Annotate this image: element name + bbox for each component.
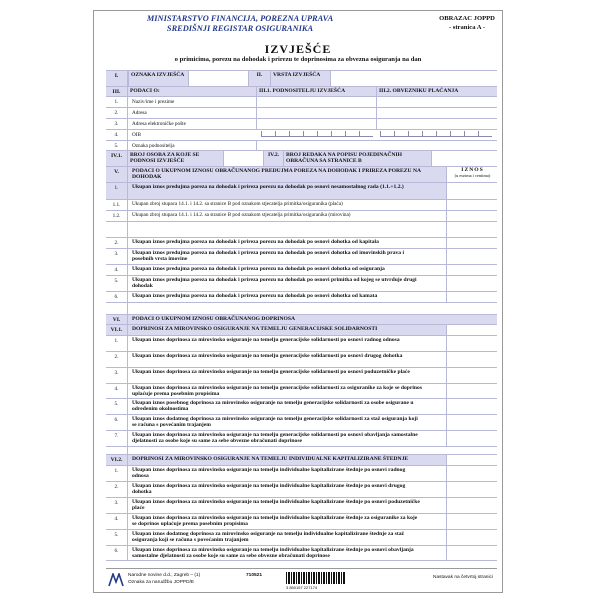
contrib-row: 2. Ukupan iznos doprinosa za mirovinsko osiguranje na temelju individualne kapitalizirane štednje po osnovi drugog dohotka xyxy=(106,481,497,497)
payer-email-input[interactable] xyxy=(376,119,497,129)
amount-input[interactable] xyxy=(446,200,498,210)
form-subtitle: o primicima, porezu na dohodak i prirezu te doprinosima za obvezna osiguranja na dan xyxy=(174,56,422,63)
amount-input[interactable] xyxy=(446,292,498,302)
submitter-mark-input[interactable] xyxy=(256,141,497,150)
tax-spacer xyxy=(106,221,497,237)
amount-input[interactable] xyxy=(446,415,498,430)
barcode xyxy=(286,572,346,584)
amount-input[interactable] xyxy=(446,546,498,560)
tax-row: 1.1. Ukupan zbroj stupaca 14.1. i 14.2. sa stranice B pod oznakom stjecatelja primitka/osiguranika (plaća) xyxy=(106,199,497,210)
tax-row: 6. Ukupan iznos predujma poreza na dohodak i prireza porezu na dohodak po osnovi dohotka od kamata xyxy=(106,291,497,302)
submitter-email-input[interactable] xyxy=(256,119,376,129)
report-mark-label: OZNAKA IZVJEŠĆA xyxy=(128,71,188,86)
submitter-address-input[interactable] xyxy=(256,108,376,118)
amount-input[interactable] xyxy=(446,466,498,481)
tax-section-header: V. PODACI O UKUPNOM IZNOSU OBRAČUNANOG PREDUJMA POREZA NA DOHODAK I PRIREZA POREZU NA DOHODAK IZNOS (u eurima i centima) xyxy=(106,166,497,182)
form-footer xyxy=(106,568,497,591)
report-mark-input[interactable] xyxy=(188,71,248,86)
barcode-number: 3 850157 227174 xyxy=(286,585,318,590)
amount-input[interactable] xyxy=(446,399,498,414)
tax-row: 2. Ukupan iznos predujma poreza na dohodak i prireza porezu na dohodak po osnovi dohotka od kapitala xyxy=(106,237,497,248)
contrib-row: 7. Ukupan iznos doprinosa za mirovinsko osiguranje na temelju generacijske solidarnosti po osnovi obavljanja samostalne djelatnosti za osobe koje su same za sebe obvezne obračunati doprinose xyxy=(106,430,497,446)
amount-input[interactable] xyxy=(446,265,498,275)
tax-row: 5. Ukupan iznos predujma poreza na dohodak i prireza porezu na dohodak po osnovi primitka od kojeg se utvrđuje drugi dohodak xyxy=(106,275,497,291)
amount-input[interactable] xyxy=(446,276,498,291)
tax-row: 1. Ukupan iznos predujma poreza na dohodak i prireza porezu na dohodak po osnovi nesamostalnog rada (1.1.+1.2.) xyxy=(106,182,497,199)
party-data-header: III. PODACI O: III.1. PODNOSITELJU IZVJEŠĆA III.2. OBVEZNIKU PLAĆANJA xyxy=(106,86,497,96)
contrib-section-header: VI. PODACI O UKUPNOM IZNOSU OBRAČUNANOG DOPRINOSA xyxy=(106,314,497,324)
contrib-row: 5. Ukupan iznos posebnog doprinosa za mirovinsko osiguranje na temelju generacijske solidarnosti za osobe osigurane u određenim okolnostima xyxy=(106,398,497,414)
contrib-sub2-header: VI.2. DOPRINOSI ZA MIROVINSKO OSIGURANJE NA TEMELJU INDIVIDUALNE KAPITALIZIRANE ŠTEDNJE xyxy=(106,454,497,465)
tax-row: 3. Ukupan iznos predujma poreza na dohodak i prireza porezu na dohodak po osnovi dohotka od imovinskih prava i posebnih vrsta imovine xyxy=(106,248,497,264)
contrib-sub1-header: VI.1. DOPRINOSI ZA MIROVINSKO OSIGURANJE NA TEMELJU GENERACIJSKE SOLIDARNOSTI xyxy=(106,324,497,335)
persons-count-input[interactable] xyxy=(223,151,263,166)
amount-input[interactable] xyxy=(446,238,498,248)
report-kind-label: VRSTA IZVJEŠĆA xyxy=(270,71,330,86)
continuation-note: Nastavak na četvrtoj stranici xyxy=(433,575,493,580)
contrib-row: 5. Ukupan iznos dodatnog doprinosa za mirovinsko osiguranje na temelju individualne kapitalizirane štednje za staž osiguranja koji se računa s povećanim trajanjem xyxy=(106,529,497,545)
amount-input[interactable] xyxy=(446,368,498,383)
field-address-row: 2. Adresa xyxy=(106,107,497,118)
amount-input[interactable] xyxy=(446,530,498,545)
contrib-row: 2. Ukupan iznos doprinosa za mirovinsko osiguranje na temelju generacijske solidarnosti po osnovi drugog dohotka xyxy=(106,351,497,367)
counts-row: IV.1. BROJ OSOBA ZA KOJE SE PODNOSI IZVJEŠĆE IV.2. BROJ REDAKA NA POPISU POJEDINAČNIH OBRAČUNA SA STRANICE B xyxy=(106,150,497,166)
contrib-row: 4. Ukupan iznos doprinosa za mirovinsko osiguranje na temelju individualne kapitalizirane štednje za osiguranike za koje se doprinos uplaćuje prema posebnim propisima xyxy=(106,513,497,529)
publisher-text: Narodne novine d.d., Zagreb – (1) xyxy=(128,573,201,578)
submitter-oib-boxes[interactable] xyxy=(261,131,373,137)
ministry-line-1: MINISTARSTVO FINANCIJA, POREZNA UPRAVA xyxy=(146,14,334,23)
tax-row: 1.2. Ukupan zbroj stupaca 14.1. i 14.2. sa stranice B pod oznakom stjecatelja primitka/osiguranika (mirovina) xyxy=(106,210,497,221)
submitter-name-input[interactable] xyxy=(256,97,376,107)
rows-count-input[interactable] xyxy=(431,151,497,166)
publisher-logo-icon xyxy=(108,573,124,587)
contrib-row: 1. Ukupan iznos doprinosa za mirovinsko osiguranje na temelju generacijske solidarnosti po osnovi radnog odnosa xyxy=(106,335,497,351)
form-code: OBRAZAC JOPPD xyxy=(439,15,495,22)
payer-header: III.2. OBVEZNIKU PLAĆANJA xyxy=(376,87,497,96)
contrib-row: 3. Ukupan iznos doprinosa za mirovinsko osiguranje na temelju generacijske solidarnosti po osnovi poduzetničke plaće xyxy=(106,367,497,383)
contrib-row: 1. Ukupan iznos doprinosa za mirovinsko osiguranje na temelju individualne kapitalizirane štednje po osnovi radnog odnosa xyxy=(106,465,497,481)
amount-input[interactable] xyxy=(446,183,498,199)
tax-spacer xyxy=(106,302,497,314)
amount-input[interactable] xyxy=(446,211,498,221)
tax-row: 4. Ukupan iznos predujma poreza na dohodak i prireza porezu na dohodak po osnovi dohotka od osiguranja xyxy=(106,264,497,275)
amount-input[interactable] xyxy=(446,352,498,367)
amount-input[interactable] xyxy=(446,514,498,529)
issuer-header xyxy=(100,14,380,34)
order-code: 710521 xyxy=(246,573,263,578)
report-kind-input[interactable] xyxy=(330,71,497,86)
amount-input[interactable] xyxy=(446,431,498,446)
ministry-line-2: SREDIŠNJI REGISTAR OSIGURANIKA xyxy=(166,24,314,33)
amount-input[interactable] xyxy=(446,336,498,351)
contrib-row: 3. Ukupan iznos doprinosa za mirovinsko osiguranje na temelju individualne kapitalizirane štednje po osnovi poduzetničke plaće xyxy=(106,497,497,513)
field-oib-row: 4. OIB xyxy=(106,129,497,140)
amount-input[interactable] xyxy=(446,249,498,264)
contrib-row: 6. Ukupan iznos dodatnog doprinosa za mirovinsko osiguranje na temelju generacijske solidarnosti za staž osiguranja koji se računa s povećanim trajanjem xyxy=(106,414,497,430)
submitter-header: III.1. PODNOSITELJU IZVJEŠĆA xyxy=(256,87,376,96)
contrib-row: 6. Ukupan iznos doprinosa za mirovinsko osiguranje na temelju individualne kapitalizirane štednje po osnovi obavljanja samostalne djelatnosti za osobe koje su same za sebe obvezne obračunati doprinose xyxy=(106,545,497,561)
field-submitter-mark-row: 5. Oznaka podnositelja xyxy=(106,140,497,150)
form-title: IZVJEŠĆE xyxy=(264,42,332,56)
amount-input[interactable] xyxy=(446,498,498,513)
amount-input[interactable] xyxy=(446,482,498,497)
field-name-row: 1. Naziv/ime i prezime xyxy=(106,96,497,107)
page-label: - stranica A - xyxy=(448,24,486,31)
contrib-row: 4. Ukupan iznos doprinosa za mirovinsko osiguranje na temelju generacijske solidarnosti za osiguranike za koje se doprinos uplaćuje prema posebnim propisima xyxy=(106,383,497,398)
amount-input[interactable] xyxy=(446,384,498,398)
payer-address-input[interactable] xyxy=(376,108,497,118)
field-email-row: 3. Adresa elektroničke pošte xyxy=(106,118,497,129)
payer-name-input[interactable] xyxy=(376,97,497,107)
form-code-box xyxy=(430,14,504,32)
report-type-row: I. OZNAKA IZVJEŠĆA II. VRSTA IZVJEŠĆA xyxy=(106,70,497,86)
order-code-label: Oznaka za narudžbu JOPPD/E xyxy=(128,580,195,585)
payer-oib-boxes[interactable] xyxy=(380,131,492,137)
contrib-spacer xyxy=(106,446,497,454)
